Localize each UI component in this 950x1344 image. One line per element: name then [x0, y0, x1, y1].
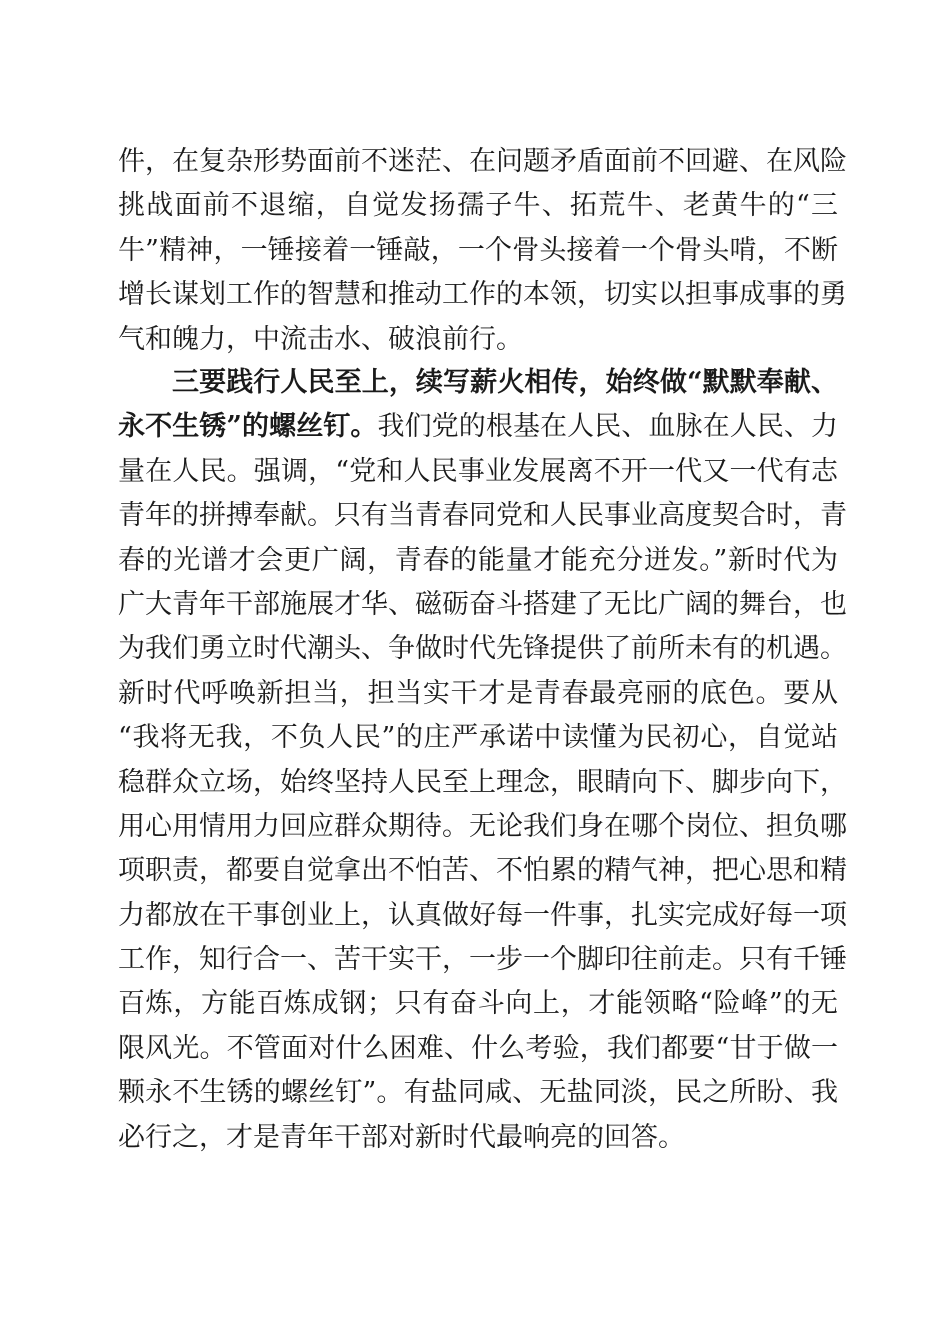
paragraph-heading-tail: 永不生锈”的螺丝钉。 — [118, 411, 378, 443]
text-line: 项职责，都要自觉拿出不怕苦、不怕累的精气神，把心思和精 — [118, 855, 847, 887]
text-line: 工作，知行合一、苦干实干，一步一个脚印往前走。只有千锤 — [118, 944, 847, 976]
text-line: 气和魄力，中流击水、破浪前行。 — [118, 323, 523, 355]
text-span: 我们党的根基在人民、血脉在人民、力 — [377, 411, 839, 443]
paragraph-continuation — [118, 140, 847, 362]
text-line: 为我们勇立时代潮头、争做时代先锋提供了前所未有的机遇。 — [118, 633, 847, 665]
text-line: 春的光谱才会更广阔，青春的能量才能充分迸发。”新时代为 — [118, 544, 838, 576]
text-line: 量在人民。强调，“党和人民事业发展离不开一代又一代有志 — [118, 455, 838, 487]
text-line: 稳群众立场，始终坚持人民至上理念，眼睛向下、脚步向下， — [118, 766, 847, 798]
text-line: 件，在复杂形势面前不迷茫、在问题矛盾面前不回避、在风险 — [118, 146, 847, 177]
text-line: 青年的拼搏奉献。只有当青春同党和人民事业高度契合时，青 — [118, 500, 847, 532]
text-line: “我将无我，不负人民”的庄严承诺中读懂为民初心，自觉站 — [118, 722, 838, 754]
text-line — [118, 405, 838, 449]
text-line: 必行之，才是青年干部对新时代最响亮的回答。 — [118, 1121, 685, 1153]
text-line: 挑战面前不退缩，自觉发扬孺子牛、拓荒牛、老黄牛的“三 — [118, 190, 838, 222]
text-line: 限风光。不管面对什么困难、什么考验，我们都要“甘于做一 — [118, 1032, 838, 1064]
text-line: 百炼，方能百炼成钢；只有奋斗向上，才能领略“险峰”的无 — [118, 988, 838, 1020]
text-line: 广大青年干部施展才华、磁砺奋斗搭建了无比广阔的舞台，也 — [118, 588, 847, 620]
text-line: 用心用情用力回应群众期待。无论我们身在哪个岗位、担负哪 — [118, 810, 847, 842]
text-line: 增长谋划工作的智慧和推动工作的本领，切实以担事成事的勇 — [118, 279, 847, 311]
paragraph-three — [118, 361, 847, 1160]
paragraph-heading-line: 三要践行人民至上，续写薪火相传，始终做“默默奉献、 — [172, 367, 838, 398]
text-line: 新时代呼唤新担当，担当实干才是青春最亮丽的底色。要从 — [118, 677, 838, 709]
text-line: 力都放在干事创业上，认真做好每一件事，扎实完成好每一项 — [118, 899, 847, 931]
text-line: 牛”精神，一锤接着一锤敲，一个骨头接着一个骨头啃，不断 — [118, 234, 838, 266]
text-line: 颗永不生锈的螺丝钉”。有盐同咸、无盐同淡，民之所盼、我 — [118, 1077, 838, 1109]
